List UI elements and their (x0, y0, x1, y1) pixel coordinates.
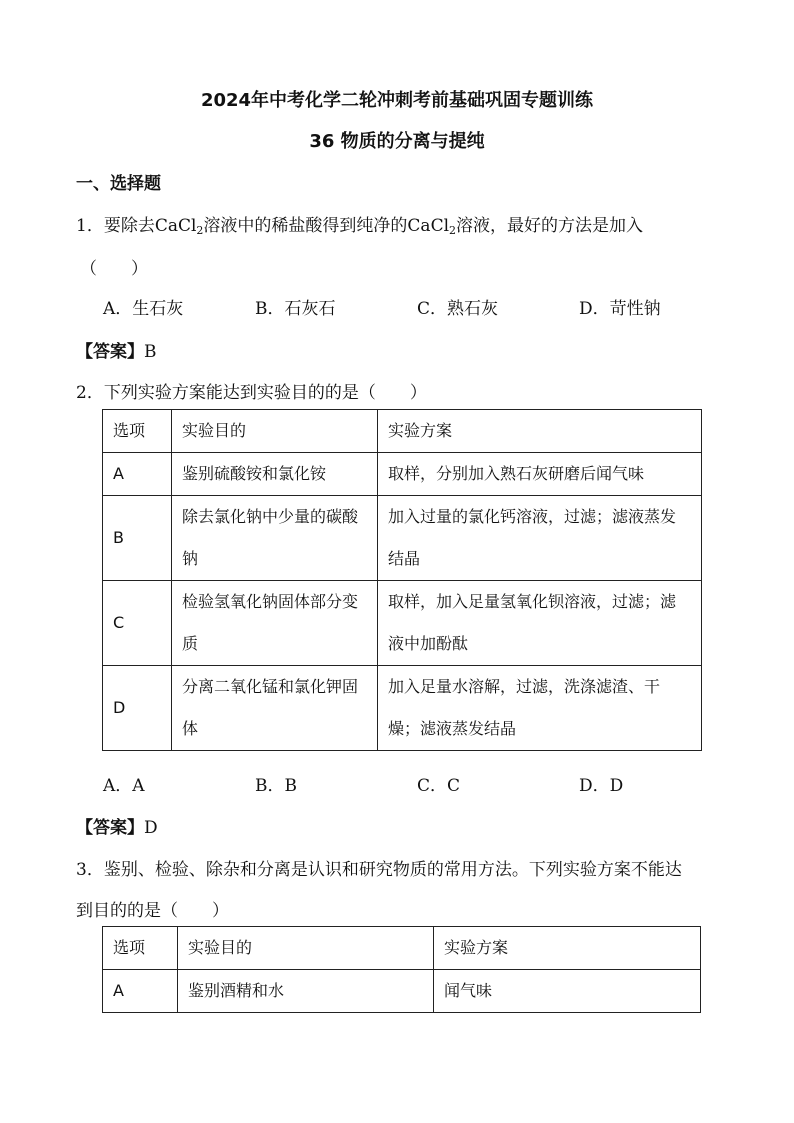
q1-formula-subscript-2: 2 (449, 224, 457, 237)
q1-answer-value: B (144, 342, 157, 362)
header-cell-purpose: 实验目的 (178, 927, 434, 970)
q1-formula-base: CaCl (154, 216, 197, 236)
row-purpose: 鉴别酒精和水 (178, 970, 434, 1013)
row-option: B (103, 496, 172, 581)
row-purpose: 检验氢氧化钠固体部分变质 (172, 581, 378, 666)
q1-option-b: B．石灰石 (255, 299, 336, 319)
q2-option-b: B．B (255, 776, 297, 796)
q1-stem-prefix: 1．要除去 (76, 216, 155, 236)
table-header-row (103, 927, 701, 970)
row-plan: 取样，加入足量氢氧化钡溶液，过滤；滤液中加酚酞 (378, 581, 702, 666)
document-title: 2024年中考化学二轮冲刺考前基础巩固专题训练 (200, 90, 594, 111)
q2-option-c: C．C (417, 776, 461, 796)
q1-option-c: C．熟石灰 (417, 299, 499, 319)
row-plan: 加入过量的氯化钙溶液，过滤；滤液蒸发结晶 (378, 496, 702, 581)
row-purpose: 分离二氧化锰和氯化钾固体 (172, 666, 378, 751)
q1-stem-suffix: 溶液，最好的方法是加入 (456, 216, 644, 236)
row-purpose: 除去氯化钠中少量的碳酸钠 (172, 496, 378, 581)
table-row (103, 453, 702, 496)
q1-formula-subscript: 2 (196, 224, 204, 237)
section-heading: 一、选择题 (76, 174, 161, 194)
question-2-table (102, 409, 702, 751)
question-1-blank: （ ） (80, 259, 148, 279)
header-cell-plan: 实验方案 (378, 410, 702, 453)
q1-stem-mid: 溶液中的稀盐酸得到纯净的 (203, 216, 408, 236)
question-3-stem-line-1: 3．鉴别、检验、除杂和分离是认识和研究物质的常用方法。下列实验方案不能达 (76, 860, 682, 880)
row-purpose: 鉴别硫酸铵和氯化铵 (172, 453, 378, 496)
q1-answer-label: 【答案】 (76, 342, 144, 362)
table-header-row (103, 410, 702, 453)
header-cell-plan: 实验方案 (434, 927, 701, 970)
table-row (103, 666, 702, 751)
question-2-answer (76, 813, 158, 838)
q2-option-d: D．D (579, 776, 624, 796)
row-option: C (103, 581, 172, 666)
question-3-stem-line-2: 到目的的是（ ） (76, 901, 229, 921)
q1-option-a: A．生石灰 (103, 299, 184, 319)
row-option: A (103, 970, 178, 1013)
q1-option-d: D．苛性钠 (579, 299, 661, 319)
document-subtitle: 36 物质的分离与提纯 (309, 131, 485, 152)
question-2-stem: 2．下列实验方案能达到实验目的的是（ ） (76, 383, 427, 403)
q2-answer-label: 【答案】 (76, 818, 144, 838)
q2-answer-value: D (144, 818, 158, 838)
q1-formula-base-2: CaCl (407, 216, 450, 236)
question-1-options (103, 294, 723, 320)
row-plan: 闻气味 (434, 970, 701, 1013)
question-1-stem (76, 211, 643, 237)
table-row (103, 970, 701, 1013)
row-option: A (103, 453, 172, 496)
row-plan: 取样，分别加入熟石灰研磨后闻气味 (378, 453, 702, 496)
row-plan: 加入足量水溶解，过滤，洗涤滤渣、干燥；滤液蒸发结晶 (378, 666, 702, 751)
q2-option-a: A．A (103, 776, 145, 796)
header-cell-option: 选项 (103, 410, 172, 453)
question-3-table (102, 926, 701, 1013)
header-cell-option: 选项 (103, 927, 178, 970)
table-row (103, 496, 702, 581)
table-row (103, 581, 702, 666)
row-option: D (103, 666, 172, 751)
question-1-answer (76, 337, 157, 362)
question-2-options (103, 771, 723, 797)
header-cell-purpose: 实验目的 (172, 410, 378, 453)
